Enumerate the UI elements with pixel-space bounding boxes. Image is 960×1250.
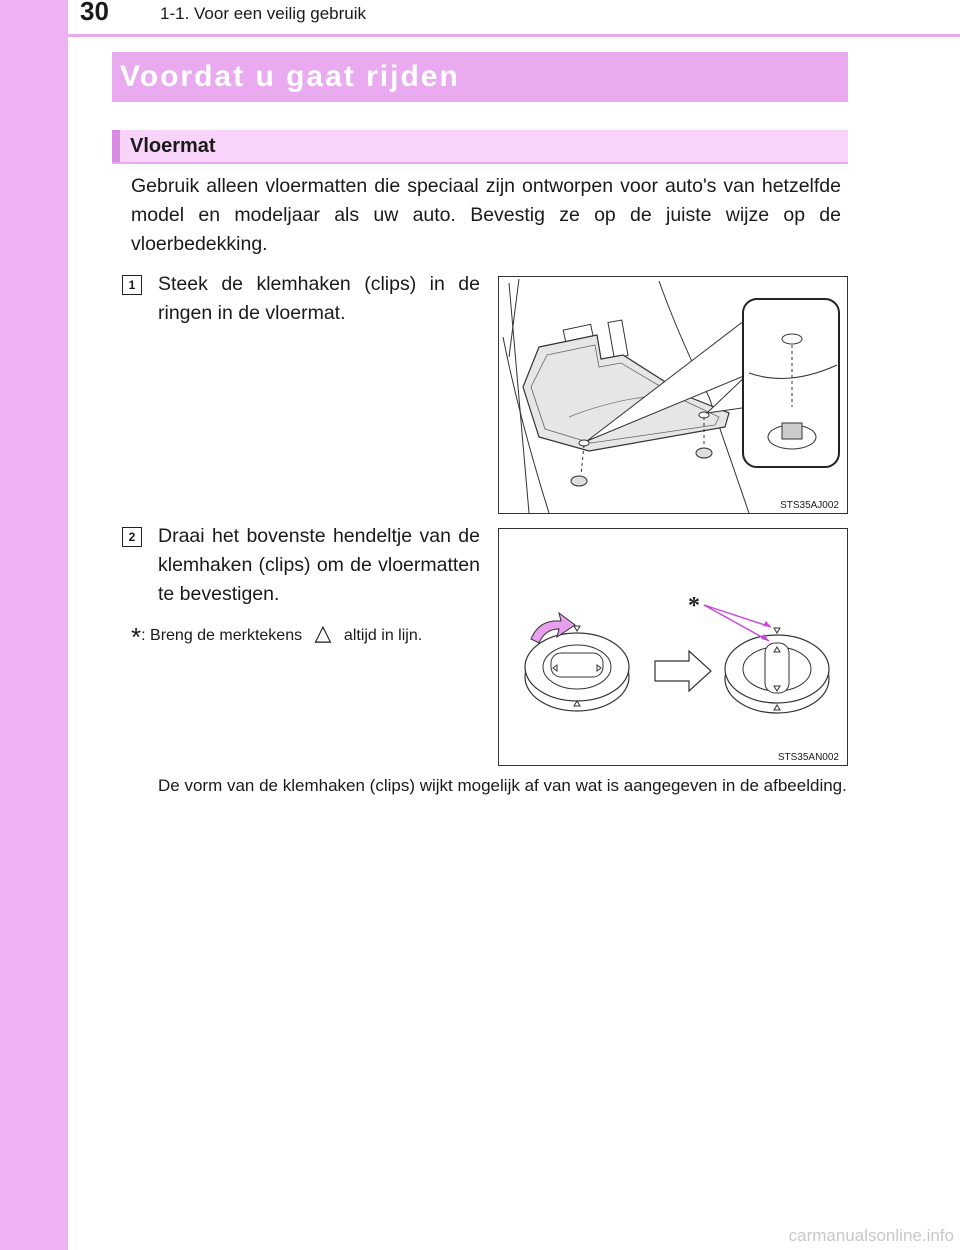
note-text-after: altijd in lijn. bbox=[343, 627, 423, 644]
note-text-before: : Breng de merktekens bbox=[141, 627, 303, 644]
intro-paragraph: Gebruik alleen vloermatten die speciaal zijn ontworpen voor auto's van hetzelfde model en modeljaar als uw auto. Bevestig ze op de juiste wijze op de vloerbedekking. bbox=[131, 175, 841, 255]
triangle-mark-icon: △ bbox=[314, 620, 332, 645]
watermark: carmanualsonline.info bbox=[788, 1226, 954, 1245]
note-asterisk: * bbox=[131, 622, 142, 652]
step-number-1: 1 bbox=[122, 275, 142, 295]
step-number-2: 2 bbox=[122, 527, 142, 547]
subsection-header bbox=[112, 130, 848, 164]
subsection-title: Vloermat bbox=[130, 135, 216, 157]
shape-disclaimer: De vorm van de klemhaken (clips) wijkt mogelijk af van wat is aangegeven in de afbeelding. bbox=[158, 776, 847, 795]
figure-1-code: STS35AJ002 bbox=[780, 500, 839, 511]
section-title: Voordat u gaat rijden bbox=[112, 52, 848, 102]
subsection-mark bbox=[112, 130, 120, 162]
figure-asterisk: * bbox=[688, 593, 700, 619]
figure-clip-rotation bbox=[498, 528, 848, 766]
header-rule bbox=[68, 34, 960, 37]
figure-2-code: STS35AN002 bbox=[777, 752, 839, 763]
step-1-text: Steek de klemhaken (clips) in de ringen in de vloermat. bbox=[158, 273, 480, 324]
left-color-band bbox=[0, 0, 68, 1250]
clip-rotation-illustration bbox=[499, 529, 847, 765]
floor-mat-illustration bbox=[499, 277, 847, 513]
figure-floor-mat bbox=[498, 276, 848, 514]
step-2-text: Draai het bovenste hendeltje van de klemhaken (clips) om de vloermatten te bevestigen. bbox=[158, 525, 480, 605]
alignment-note bbox=[131, 618, 461, 652]
running-header: 1-1. Voor een veilig gebruik bbox=[160, 4, 367, 23]
page-number: 30 bbox=[80, 0, 109, 26]
